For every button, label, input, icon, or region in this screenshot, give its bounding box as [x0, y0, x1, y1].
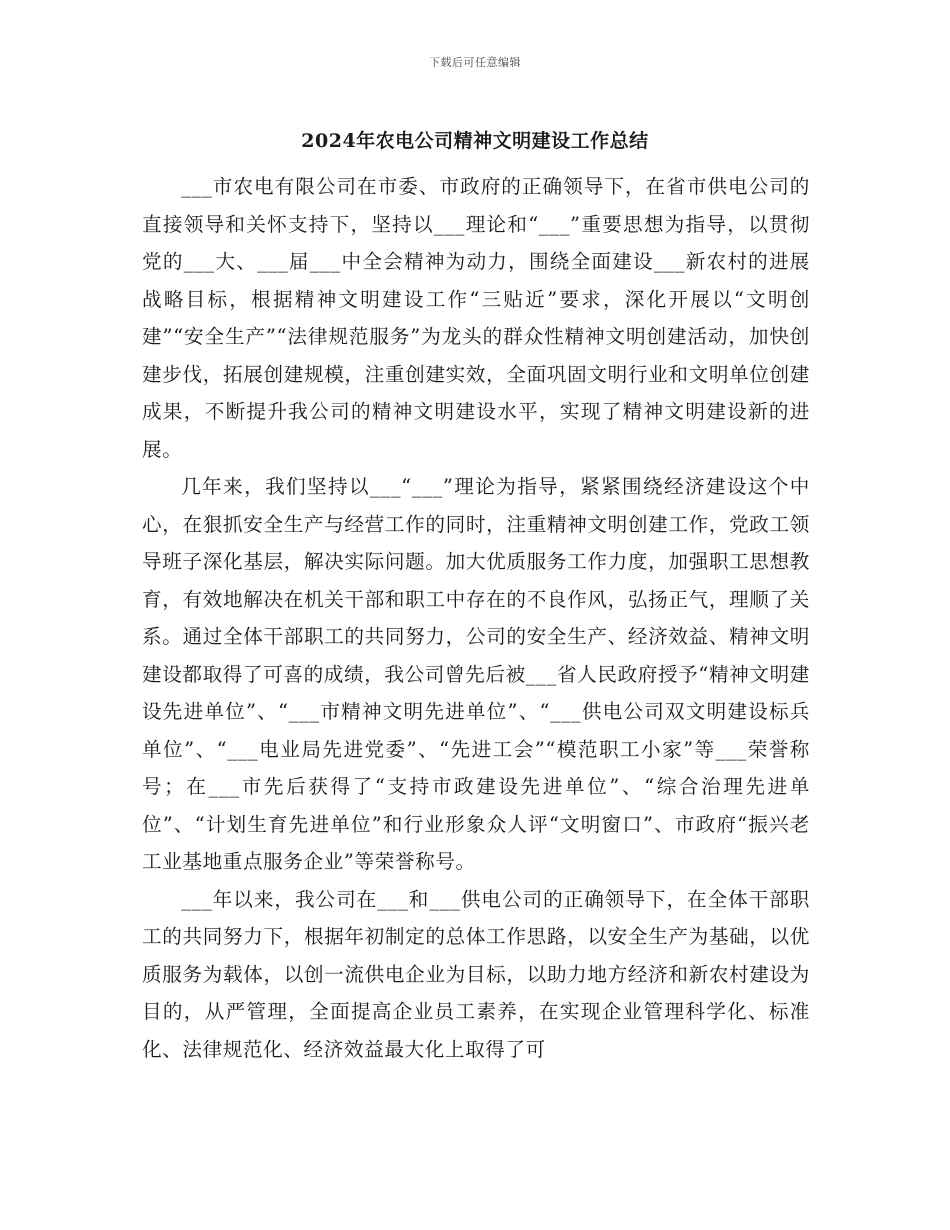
- document-body: [142, 168, 810, 1068]
- paragraph: 几年来，我们坚持以___“___”理论为指导，紧紧围绕经济建设这个中心，在狠抓安全生产与经营工作的同时，注重精神文明创建工作，党政工领导班子深化基层，解决实际问题。加大优质服务工作力度，加强职工思想教育，有效地解决在机关干部和职工中存在的不良作风，弘扬正气，理顺了关系。通过全体干部职工的共同努力，公司的安全生产、经济效益、精神文明建设都取得了可喜的成绩，我公司曾先后被___省人民政府授予“精神文明建设先进单位”、“___市精神文明先进单位”、“___供电公司双文明建设标兵单位”、“___电业局先进党委”、“先进工会”“模范职工小家”等___荣誉称号；在___市先后获得了“支持市政建设先进单位”、“综合治理先进单位”、“计划生育先进单位”和行业形象众人评“文明窗口”、市政府“振兴老工业基地重点服务企业”等荣誉称号。: [142, 475, 810, 873]
- header-note: 下载后可任意编辑: [429, 56, 521, 69]
- paragraph: ___市农电有限公司在市委、市政府的正确领导下，在省市供电公司的直接领导和关怀支持下，坚持以___理论和“___”重要思想为指导，以贯彻党的___大、___届___中全会精神为动力，围绕全面建设___新农村的进展战略目标，根据精神文明建设工作“三贴近”要求，深化开展以“文明创建”“安全生产”“法律规范服务”为龙头的群众性精神文明创建活动，加快创建步伐，拓展创建规模，注重创建实效，全面巩固文明行业和文明单位创建成果，不断提升我公司的精神文明建设水平，实现了精神文明建设新的进展。: [142, 175, 810, 461]
- paragraph: ___年以来，我公司在___和___供电公司的正确领导下，在全体干部职工的共同努力下，根据年初制定的总体工作思路，以安全生产为基础，以优质服务为载体，以创一流供电企业为目标，以助力地方经济和新农村建设为目的，从严管理，全面提高企业员工素养，在实现企业管理科学化、标准化、法律规范化、经济效益最大化上取得了可: [142, 887, 810, 1061]
- document-title: 2024年农电公司精神文明建设工作总结: [301, 130, 649, 152]
